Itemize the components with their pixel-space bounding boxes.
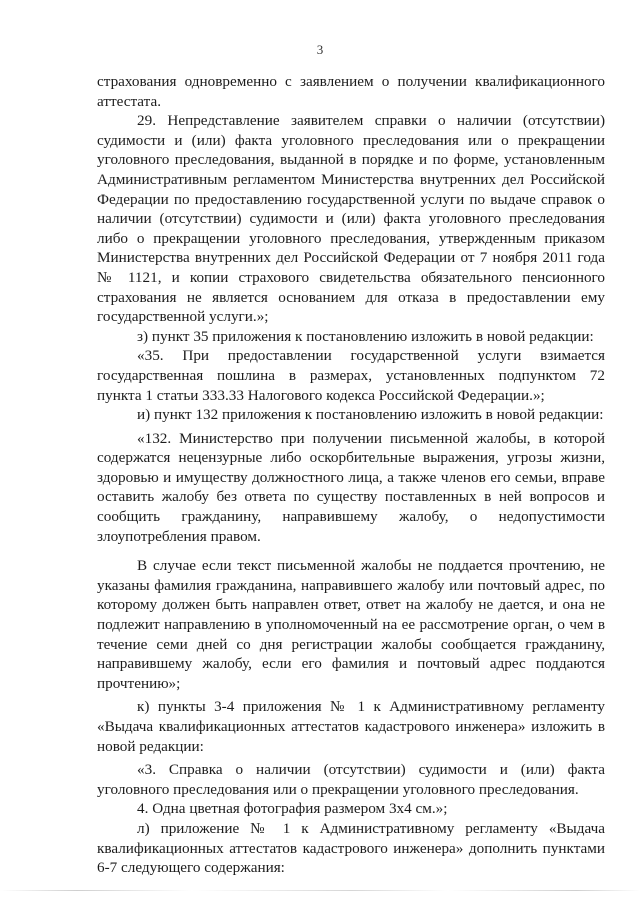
text-line: наличии (отсутствии) судимости и (или) факта уголовного преследования bbox=[97, 210, 605, 228]
page-number: 3 bbox=[316, 42, 324, 57]
text-line: «132. Министерство при получении письменной жалобы, в которой bbox=[137, 429, 605, 447]
paragraph-item-132 bbox=[97, 429, 605, 547]
text-line: квалификационных аттестатов кадастрового инженера» дополнить пунктами bbox=[97, 839, 605, 857]
text-line: «Выдача квалификационных аттестатов кадастрового инженера» изложить в bbox=[97, 718, 605, 735]
text-line: оставить жалобу без ответа по существу поставленных в ней вопросов и bbox=[97, 488, 605, 506]
text-line: к) пункты 3-4 приложения № 1 к Административному регламенту bbox=[137, 698, 605, 716]
text-line: аттестата. bbox=[97, 92, 162, 110]
scan-edge-artifact bbox=[0, 890, 640, 891]
text-line: злоупотребления правом. bbox=[97, 527, 261, 545]
text-line: 29. Непредставление заявителем справки о наличии (отсутствии) bbox=[137, 112, 605, 130]
text-line: указаны фамилия гражданина, направившего жалобу или почтовый адрес, по bbox=[97, 576, 605, 594]
paragraph-item-29 bbox=[97, 111, 605, 327]
text-line: судимости и (или) факта уголовного преследования или о прекращении bbox=[97, 131, 605, 149]
text-line: 4. Одна цветная фотография размером 3х4 см.»; bbox=[137, 800, 448, 818]
text-line: уголовного преследования или о прекращении уголовного преследования. bbox=[97, 780, 579, 798]
paragraph-unreadable-complaint bbox=[97, 556, 605, 693]
paragraph-item-k bbox=[97, 697, 605, 756]
text-line: здоровью и имуществу должностного лица, а также членов его семьи, вправе bbox=[97, 468, 605, 486]
text-line: л) приложение № 1 к Административному регламенту «Выдача bbox=[137, 819, 605, 837]
text-line: «35. При предоставлении государственной услуги взимается bbox=[137, 347, 605, 365]
text-line: Министерства внутренних дел Российской Федерации от 7 ноября 2011 года bbox=[97, 249, 605, 267]
text-line: Федерации по предоставлению государственной услуги по выдаче справок о bbox=[97, 190, 605, 208]
text-line: № 1121, и копии страхового свидетельства обязательного пенсионного bbox=[97, 268, 605, 286]
text-line: з) пункт 35 приложения к постановлению изложить в новой редакции: bbox=[137, 327, 594, 345]
document-body bbox=[97, 72, 605, 878]
text-line: подлежит направлению в уполномоченный на ее рассмотрение орган, о чем в bbox=[97, 616, 605, 634]
paragraph-item-i bbox=[97, 405, 605, 425]
text-line: новой редакции: bbox=[97, 737, 204, 755]
text-line: 6-7 следующего содержания: bbox=[97, 859, 285, 877]
text-line: Административным регламентом Министерства внутренних дел Российской bbox=[97, 170, 605, 188]
text-line: государственная пошлина в размерах, установленных подпунктом 72 bbox=[97, 366, 605, 384]
text-line: государственной услуги.»; bbox=[97, 308, 269, 326]
text-line: В случае если текст письменной жалобы не поддается прочтению, не bbox=[137, 557, 605, 575]
paragraph-item-l bbox=[97, 819, 605, 878]
paragraph-item-z bbox=[97, 327, 605, 347]
text-line: направившему жалобу, если его фамилия и почтовый адрес поддаются bbox=[97, 655, 605, 673]
paragraph-continuation bbox=[97, 72, 605, 111]
text-line: содержатся нецензурные либо оскорбительные выражения, угрозы жизни, bbox=[97, 449, 605, 467]
paragraph-item-4 bbox=[97, 799, 605, 819]
text-line: уголовного преследования, выданной в порядке и по форме, установленным bbox=[97, 151, 605, 169]
text-line: страхования не является основанием для отказа в предоставлении ему bbox=[97, 288, 605, 306]
text-line: либо о прекращении уголовного преследования, утвержденным приказом bbox=[97, 229, 605, 247]
text-line: сообщить гражданину, направившему жалобу, о недопустимости bbox=[97, 508, 605, 526]
paragraph-item-35 bbox=[97, 346, 605, 405]
text-line: и) пункт 132 приложения к постановлению изложить в новой редакции: bbox=[137, 406, 604, 424]
text-line: пункта 1 статьи 333.33 Налогового кодекса Российской Федерации.»; bbox=[97, 386, 545, 404]
text-line: прочтению»; bbox=[97, 674, 181, 692]
text-line: течение семи дней со дня регистрации жалобы сообщается гражданину, bbox=[97, 635, 605, 653]
text-line: «3. Справка о наличии (отсутствии) судимости и (или) факта bbox=[137, 761, 605, 779]
text-line: страхования одновременно с заявлением о получении квалификационного bbox=[97, 73, 605, 90]
paragraph-item-3 bbox=[97, 760, 605, 799]
text-line: которому должен быть направлен ответ, ответ на жалобу не дается, и она не bbox=[97, 596, 605, 614]
